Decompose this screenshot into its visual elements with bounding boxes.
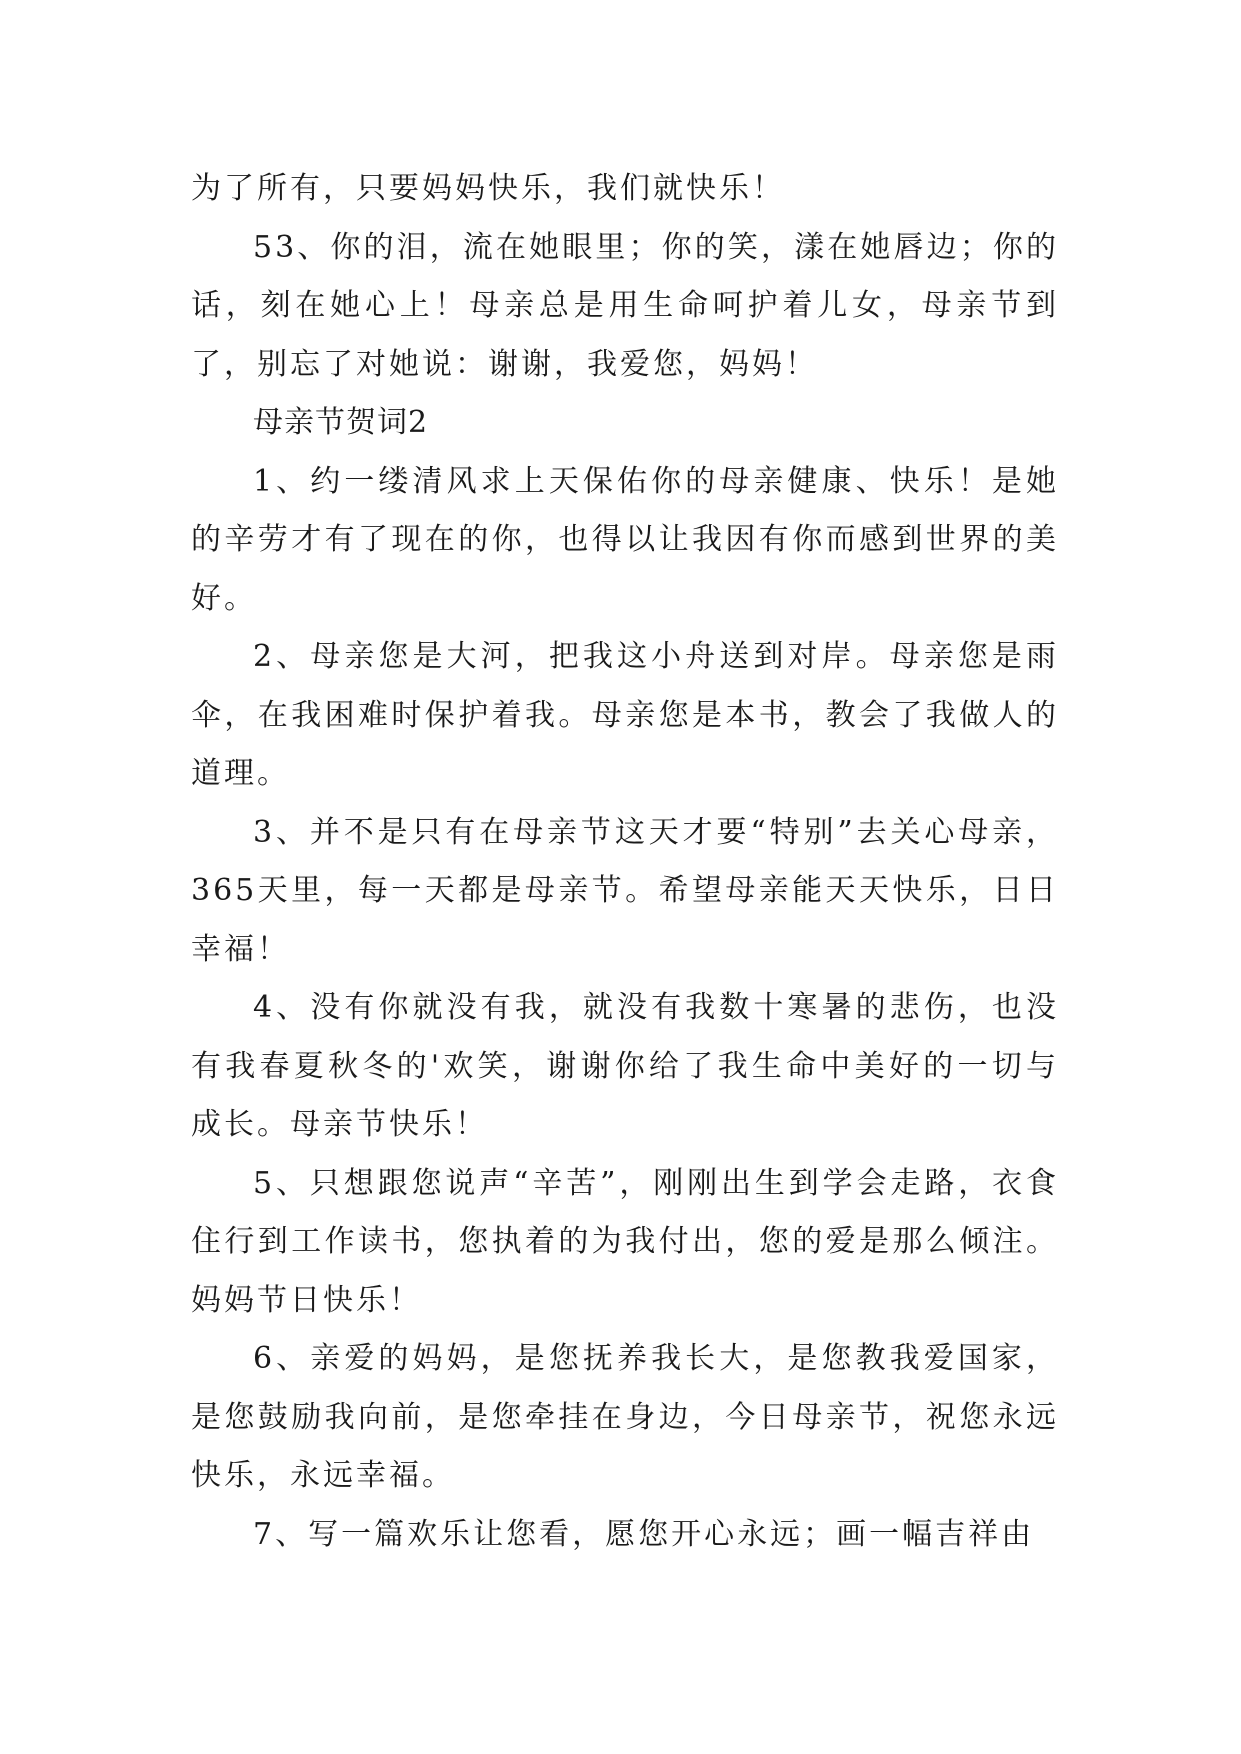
paragraph-2: 2、母亲您是大河，把我这小舟送到对岸。母亲您是雨伞，在我困难时保护着我。母亲您是本书，教会了我做人的道理。 bbox=[191, 639, 1059, 791]
section-heading: 母亲节贺词2 bbox=[253, 405, 429, 440]
paragraph-3: 3、并不是只有在母亲节这天才要“特别”去关心母亲，365天里，每一天都是母亲节。希望母亲能天天快乐，日日幸福！ bbox=[191, 814, 1059, 967]
paragraph-5: 5、只想跟您说声“辛苦”，刚刚出生到学会走路，衣食住行到工作读书，您执着的为我付出，您的爱是那么倾注。妈妈节日快乐！ bbox=[191, 1165, 1059, 1318]
paragraph-6: 6、亲爱的妈妈，是您抚养我长大，是您教我爱国家，是您鼓励我向前，是您牵挂在身边，今日母亲节，祝您永远快乐，永远幸福。 bbox=[191, 1341, 1059, 1493]
paragraph-4: 4、没有你就没有我，就没有我数十寒暑的悲伤，也没有我春夏秋冬的'欢笑，谢谢你给了我生命中美好的一切与成长。母亲节快乐！ bbox=[191, 990, 1059, 1142]
paragraph-continuation: 为了所有，只要妈妈快乐，我们就快乐！ bbox=[191, 171, 785, 206]
paragraph-7: 7、写一篇欢乐让您看，愿您开心永远；画一幅吉祥由 bbox=[253, 1516, 1035, 1552]
paragraph-1: 1、约一缕清风求上天保佑你的母亲健康、快乐！是她的辛劳才有了现在的你，也得以让我因有你而感到世界的美好。 bbox=[191, 463, 1059, 616]
document-body bbox=[191, 160, 1059, 1564]
paragraph-53: 53、你的泪，流在她眼里；你的笑，漾在她唇边；你的话，刻在她心上！母亲总是用生命呵护着儿女，母亲节到了，别忘了对她说：谢谢，我爱您，妈妈！ bbox=[191, 229, 1059, 382]
